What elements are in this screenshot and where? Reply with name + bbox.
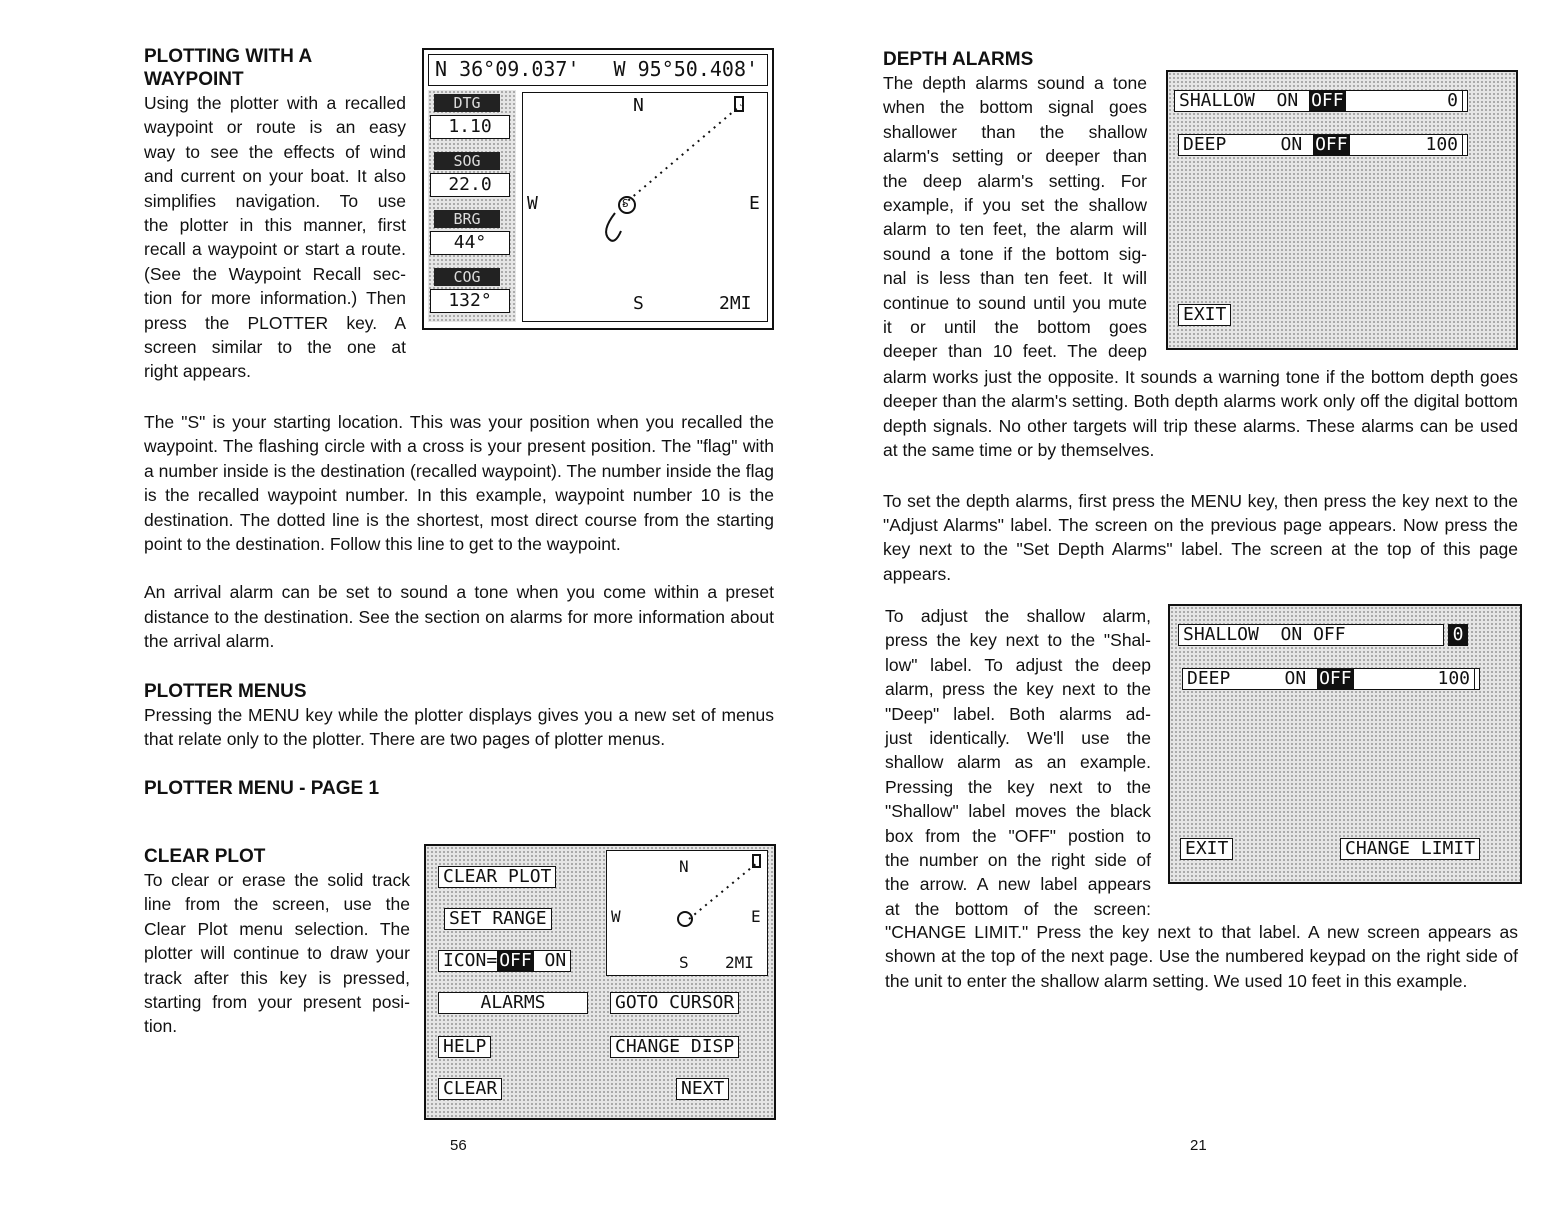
shallow-off-option-2: OFF xyxy=(1313,624,1346,645)
latitude-readout: N 36°09.037' xyxy=(435,57,580,81)
readout-column xyxy=(428,90,516,322)
deep-off-option: OFF xyxy=(1315,134,1348,155)
readout-block xyxy=(428,210,514,255)
text-line: Pressing the key next to the xyxy=(885,776,1151,797)
plotter-screen xyxy=(422,48,774,330)
depth-alarms-body xyxy=(883,365,1518,586)
shallow-alarm-row-2[interactable] xyxy=(1178,624,1444,646)
adjust-alarm-section xyxy=(885,604,1151,921)
left-page-number: 56 xyxy=(450,1137,467,1154)
depth-alarms-para-2: To set the depth alarms, first press the MENU key, then press the key next to the "Adjust Alarms" label. The screen on the previous page appears. Now press the key next to the "Set Depth Alarms" label. The screen at the top of this page appears. xyxy=(883,490,1518,584)
text-line: and current on your boat. It also xyxy=(144,166,406,187)
text-line: Clear Plot menu selection. The xyxy=(144,918,410,939)
adjust-alarm-rest xyxy=(885,920,1518,993)
deep-value: 100 xyxy=(1364,134,1463,156)
coordinates-bar xyxy=(428,54,768,86)
change-limit-label[interactable]: CHANGE LIMIT xyxy=(1340,838,1480,860)
text-line: box from the "OFF" postion to xyxy=(885,825,1151,846)
heading-plotting-waypoint-1: PLOTTING WITH A xyxy=(144,46,313,67)
course-line xyxy=(623,105,741,205)
plotting-intro-text xyxy=(144,91,406,384)
plot-graphic xyxy=(523,93,767,321)
text-line: The depth alarms sound a tone xyxy=(883,73,1147,93)
text-line: alarm to ten feet, the alarm will xyxy=(883,219,1147,240)
goto-cursor-menu-label[interactable]: GOTO CURSOR xyxy=(610,992,739,1014)
text-line: the deep alarm's setting. For xyxy=(883,170,1147,191)
text-line: continue to sound until you mute xyxy=(883,292,1147,313)
depth-alarm-screen-top xyxy=(1166,70,1518,350)
heading-plotter-menu-page1: PLOTTER MENU - PAGE 1 xyxy=(144,778,380,800)
readout-value: 44° xyxy=(430,231,510,255)
shallow-on-option-2: ON xyxy=(1280,624,1303,645)
heading-plotter-menus: PLOTTER MENUS xyxy=(144,680,307,702)
text-line: example, if you set the shallow xyxy=(883,195,1147,216)
text-line: tion for more information.) Then xyxy=(144,288,406,309)
text-line: screen similar to the one at xyxy=(144,337,406,358)
exit-label-2[interactable]: EXIT xyxy=(1180,838,1233,860)
depth-alarms-section xyxy=(883,48,1147,364)
text-line: the plotter in this manner, first xyxy=(144,215,406,236)
alarms-menu-label[interactable]: ALARMS xyxy=(438,992,588,1014)
mini-compass-north: N xyxy=(679,857,689,876)
readout-label: BRG xyxy=(434,210,500,228)
icon-toggle-menu-label[interactable] xyxy=(438,950,571,972)
text-line: nal is less than ten feet. It will xyxy=(883,268,1147,289)
exit-label[interactable]: EXIT xyxy=(1178,304,1231,326)
shallow-value-2: 0 xyxy=(1448,624,1468,646)
compass-west: W xyxy=(527,193,538,214)
shallow-label-2: SHALLOW xyxy=(1183,624,1259,645)
text-line: at the bottom of the screen: xyxy=(885,898,1151,919)
adjust-alarm-para-rest: "CHANGE LIMIT." Press the key next to that label. A new screen appears as shown at the top of the next page. Use the numbered keypad on the right side of the unit to enter the shallow alarm setting. We used 10 feet in this example. xyxy=(885,922,1518,991)
mini-compass-east: E xyxy=(751,907,761,926)
deep-off-option-2: OFF xyxy=(1319,668,1352,689)
clear-plot-text xyxy=(144,868,410,1039)
text-line: To clear or erase the solid track xyxy=(144,870,410,890)
mini-compass-west: W xyxy=(611,907,621,926)
clear-plot-menu-label[interactable]: CLEAR PLOT xyxy=(438,866,556,888)
depth-alarms-para-rest: alarm works just the opposite. It sounds a warning tone if the bottom depth goes deeper than the alarm's setting. Both depth alarms work only off the digital bottom depth signals. No other targets will trip these alarms. These alarms can be used at the same time or by themselves. xyxy=(883,367,1518,461)
text-line: Using the plotter with a recalled xyxy=(144,93,406,113)
icon-prefix: ICON= xyxy=(443,950,498,971)
text-line: low" label. To adjust the deep xyxy=(885,654,1151,675)
set-range-menu-label[interactable]: SET RANGE xyxy=(444,908,552,930)
longitude-readout: W 95°50.408' xyxy=(613,57,759,81)
readout-label: COG xyxy=(434,268,500,286)
shallow-value: 0 xyxy=(1364,90,1463,112)
plotting-para-3: An arrival alarm can be set to sound a tone when you come within a preset distance to the destination. See the section on alarms for more information about the arrival alarm. xyxy=(144,582,774,652)
plotter-menu-screen xyxy=(424,844,776,1120)
shallow-on-option: ON xyxy=(1276,90,1299,111)
heading-clear-plot: CLEAR PLOT xyxy=(144,846,266,867)
text-line: shallow alarm as an example. xyxy=(885,752,1151,773)
text-line: press the key next to the "Shal- xyxy=(885,630,1151,651)
text-line: plotter will continue to draw your xyxy=(144,943,410,964)
text-line: alarm, press the key next to the xyxy=(885,679,1151,700)
compass-east: E xyxy=(749,193,760,214)
heading-plotting-waypoint-2: WAYPOINT xyxy=(144,69,244,90)
clear-plot-section xyxy=(144,845,410,1039)
deep-label: DEEP xyxy=(1183,134,1227,155)
deep-on-option-2: ON xyxy=(1284,668,1307,689)
heading-depth-alarms: DEPTH ALARMS xyxy=(883,49,1034,70)
compass-south: S xyxy=(633,293,644,314)
mini-plot xyxy=(606,850,768,976)
clear-menu-label[interactable]: CLEAR xyxy=(438,1078,502,1100)
readout-block xyxy=(428,268,514,313)
text-line: waypoint or route is an easy xyxy=(144,117,406,138)
mini-compass-south: S xyxy=(679,953,689,972)
text-line: recall a waypoint or start a route. xyxy=(144,239,406,260)
text-line: way to see the effects of wind xyxy=(144,141,406,162)
shallow-off-option: OFF xyxy=(1311,90,1344,111)
plotting-para-2: The "S" is your starting location. This was your position when you recalled the waypoint. The flashing circle with a cross is your present position. The "flag" with a number inside is the destination (recalled waypoint). The number inside the flag is the recalled waypoint number. In this example, waypoint number 10 is the destination. The dotted line is the shortest, most direct course from the starting point to the destination. Follow this line to get to the waypoint. xyxy=(144,412,774,555)
text-line: when the bottom signal goes xyxy=(883,97,1147,118)
help-menu-label[interactable]: HELP xyxy=(438,1036,491,1058)
text-line: "Shallow" label moves the black xyxy=(885,801,1151,822)
scale-label: 2MI xyxy=(719,293,752,314)
readout-value: 132° xyxy=(430,289,510,313)
text-line: alarm's setting or deeper than xyxy=(883,146,1147,167)
text-line: right appears. xyxy=(144,361,252,382)
next-menu-label[interactable]: NEXT xyxy=(676,1078,729,1100)
text-line: tion. xyxy=(144,1016,178,1037)
icon-on-option: ON xyxy=(544,950,567,971)
readout-value: 22.0 xyxy=(430,173,510,197)
depth-alarm-screen-bottom xyxy=(1168,604,1522,884)
text-line: the arrow. A new label appears xyxy=(885,874,1151,895)
change-disp-menu-label[interactable]: CHANGE DISP xyxy=(610,1036,739,1058)
track-line xyxy=(606,213,621,241)
readout-label: DTG xyxy=(434,94,500,112)
icon-off-option: OFF xyxy=(499,950,532,971)
start-marker: S xyxy=(622,197,629,210)
readout-block xyxy=(428,152,514,197)
plotting-body xyxy=(144,410,774,800)
adjust-alarm-text xyxy=(885,604,1151,921)
plotter-menus-para: Pressing the MENU key while the plotter displays gives you a new set of menus that relate only to the plotter. There are two pages of plotter menus. xyxy=(144,704,774,750)
text-line: press the PLOTTER key. A xyxy=(144,312,406,333)
readout-block xyxy=(428,94,514,139)
deep-value-2: 100 xyxy=(1390,668,1475,690)
text-line: sound a tone if the bottom sig- xyxy=(883,243,1147,264)
text-line: To adjust the shallow alarm, xyxy=(885,606,1151,626)
text-line: starting from your present posi- xyxy=(144,992,410,1013)
right-page-number: 21 xyxy=(1190,1137,1207,1154)
depth-alarms-intro-text xyxy=(883,71,1147,364)
shallow-label: SHALLOW xyxy=(1179,90,1255,111)
text-line: the number on the right side of xyxy=(885,850,1151,871)
compass-north: N xyxy=(633,95,644,116)
text-line: line from the screen, use the xyxy=(144,894,410,915)
text-line: "Deep" label. Both alarms ad- xyxy=(885,703,1151,724)
deep-on-option: ON xyxy=(1280,134,1303,155)
mini-course-line xyxy=(689,863,757,919)
text-line: (See the Waypoint Recall sec- xyxy=(144,263,406,284)
plot-area xyxy=(522,92,768,322)
readout-label: SOG xyxy=(434,152,500,170)
mini-scale-label: 2MI xyxy=(725,953,754,972)
readout-value: 1.10 xyxy=(430,115,510,139)
text-line: it or until the bottom goes xyxy=(883,317,1147,338)
text-line: just identically. We'll use the xyxy=(885,728,1151,749)
text-line: track after this key is pressed, xyxy=(144,967,410,988)
text-line: simplifies navigation. To use xyxy=(144,190,406,211)
deep-label-2: DEEP xyxy=(1187,668,1231,689)
text-line: deeper than 10 feet. The deep xyxy=(883,341,1147,362)
text-line: shallower than the shallow xyxy=(883,121,1147,142)
